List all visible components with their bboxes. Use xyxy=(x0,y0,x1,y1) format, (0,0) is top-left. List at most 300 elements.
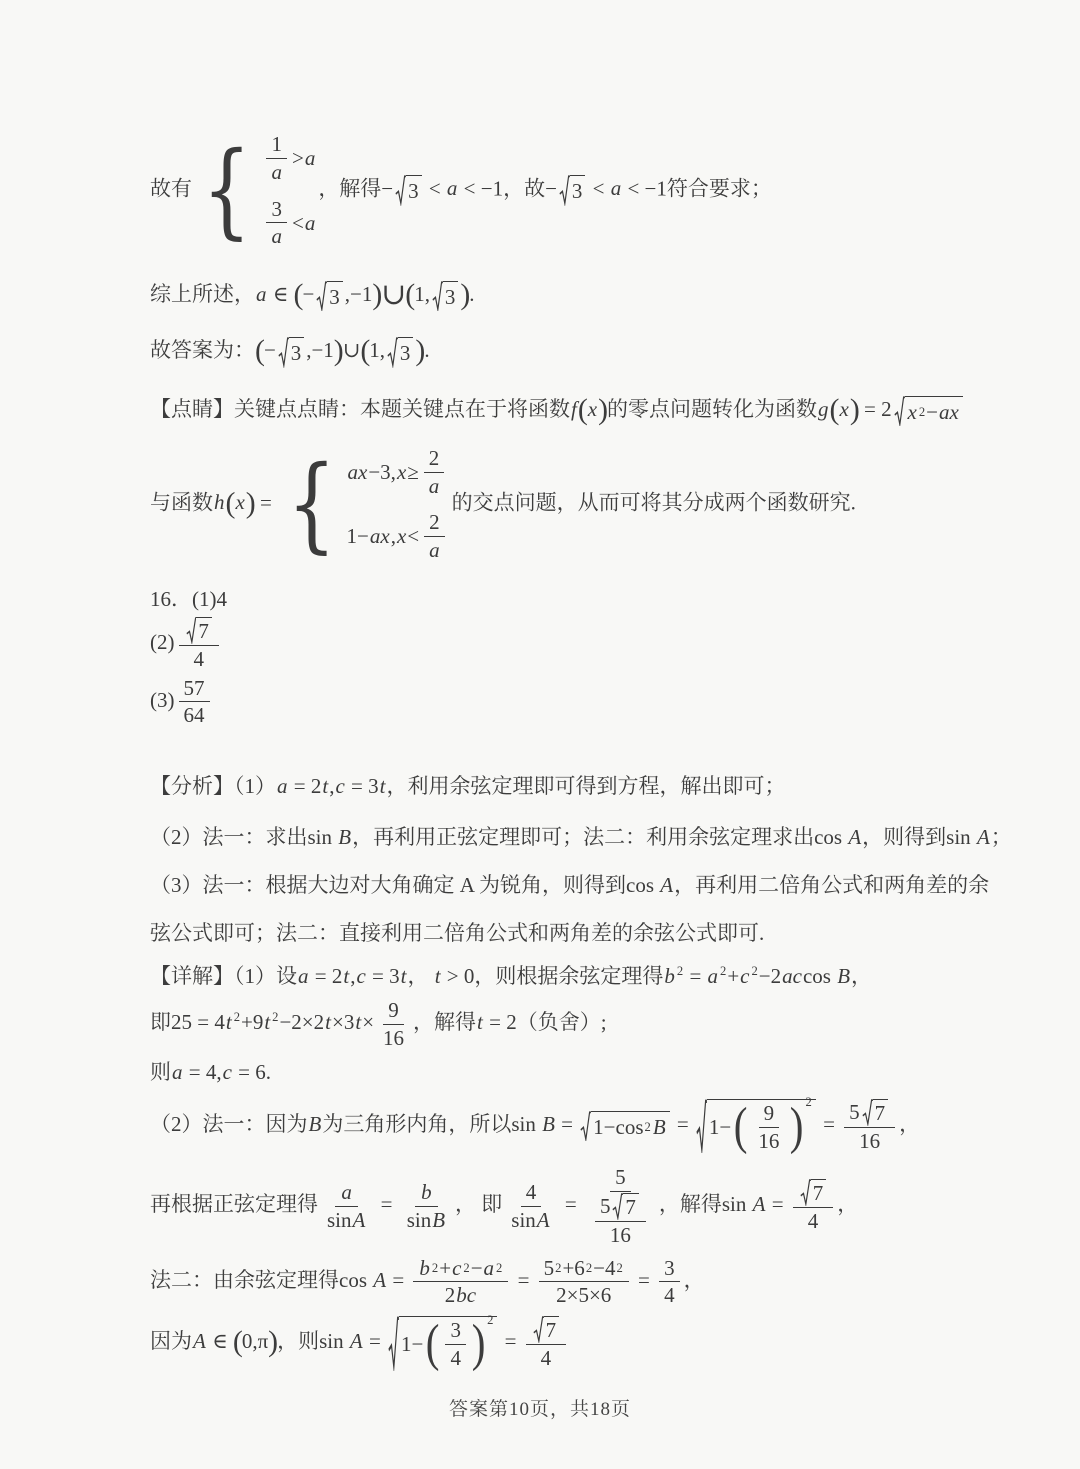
text-run: = xyxy=(684,963,707,988)
fraction xyxy=(322,1180,371,1233)
sin-A-result-line xyxy=(150,1312,980,1373)
text-run: ，再利用正弦定理即可；法二：利用余弦定理求出cos xyxy=(352,824,848,849)
denominator xyxy=(536,1345,557,1371)
text-run: 5 xyxy=(849,1099,860,1124)
text-run: = xyxy=(363,1329,387,1354)
text-run: < xyxy=(407,524,420,549)
text-run: = 3 xyxy=(366,963,400,988)
text-run: （2）法一：因为 xyxy=(150,1111,308,1136)
math-variable: c xyxy=(452,1255,462,1280)
fraction xyxy=(506,1180,555,1233)
math-variable: a xyxy=(428,473,440,498)
superscript: 2 xyxy=(233,1010,240,1025)
square-root xyxy=(580,1111,669,1141)
text-run: 7 xyxy=(545,1318,557,1343)
radical-icon xyxy=(432,281,443,311)
denominator xyxy=(423,537,446,563)
numerator xyxy=(610,1165,631,1192)
text-run: 3 xyxy=(444,285,456,310)
text-run: 因为 xyxy=(150,1329,192,1354)
text-run: × xyxy=(362,1010,375,1035)
text-run: 3 xyxy=(290,341,302,366)
text-run: 1, xyxy=(414,282,430,307)
radical-icon xyxy=(894,396,905,426)
text-run: ， xyxy=(683,1267,705,1292)
numerator xyxy=(793,1179,833,1208)
radicand xyxy=(623,1193,639,1220)
text-run: < xyxy=(587,176,610,201)
math-variable: t xyxy=(264,1010,271,1035)
superscript: 2 xyxy=(272,1010,279,1025)
text-run: = xyxy=(671,1111,694,1136)
text-run: （3）法一：根据大边对大角确定 A 为锐角，则得到cos xyxy=(150,872,660,897)
radical-icon xyxy=(186,617,197,644)
fraction xyxy=(659,1256,680,1309)
cases-group xyxy=(279,446,450,563)
text-run: cos xyxy=(802,963,837,988)
math-variable: t xyxy=(225,1010,232,1035)
analysis-line-3 xyxy=(150,871,990,899)
answer-16-part1 xyxy=(150,585,980,613)
math-variable: ax xyxy=(369,524,390,549)
numerator xyxy=(521,1180,542,1207)
text-run: 2 xyxy=(444,1283,456,1308)
cases-row xyxy=(347,446,450,499)
square-root xyxy=(533,1316,559,1343)
text-run: 3 xyxy=(271,196,282,221)
text-run: − xyxy=(470,1255,483,1280)
text-run: (2) xyxy=(150,630,175,655)
radicand: 1−cos 2 B xyxy=(591,1111,669,1141)
text-run: > 0，则根据余弦定理得 xyxy=(441,963,664,988)
text-run: −3, xyxy=(368,459,396,484)
denominator xyxy=(402,1207,451,1233)
denominator xyxy=(423,473,446,499)
text-run: 4 xyxy=(540,1345,552,1370)
math-variable: bc xyxy=(456,1283,477,1308)
text-run: = 2 xyxy=(288,774,322,799)
square-root xyxy=(559,175,585,205)
numerator xyxy=(659,1256,680,1283)
math-variable: b xyxy=(421,1180,432,1205)
square-root xyxy=(800,1179,826,1206)
text-run: 3 xyxy=(399,341,411,366)
radical-icon xyxy=(612,1193,623,1220)
sine-rule-line xyxy=(150,1165,980,1247)
denominator xyxy=(322,1207,371,1233)
text-run: 9 xyxy=(763,1100,775,1125)
math-variable: b xyxy=(419,1255,430,1280)
text-run: 为三角形内角，所以sin xyxy=(322,1111,542,1136)
fraction xyxy=(445,1318,466,1371)
text-run: 16 xyxy=(859,1128,881,1153)
numerator xyxy=(844,1099,895,1128)
math-variable: ax xyxy=(347,459,368,484)
answer-16-part2 xyxy=(150,617,980,672)
math-variable: t xyxy=(400,963,407,988)
math-variable: x xyxy=(587,396,598,421)
text-run: 综上所述， xyxy=(150,282,255,307)
big-delimiter: ) xyxy=(849,392,859,426)
text-run: 1− xyxy=(400,1332,424,1357)
denominator xyxy=(265,159,288,185)
denominator xyxy=(753,1128,784,1154)
text-run: ，则sin xyxy=(277,1329,349,1354)
text-run: + xyxy=(727,963,740,988)
text-run: 【分析】（1） xyxy=(150,774,276,799)
math-variable: a xyxy=(429,538,440,563)
big-delimiter: ) xyxy=(598,392,608,426)
math-variable: A xyxy=(752,1192,766,1217)
fraction xyxy=(378,998,409,1051)
fraction xyxy=(793,1179,833,1234)
numerator xyxy=(266,197,287,224)
fraction xyxy=(265,132,288,185)
text-run: ，再利用二倍角公式和两角差的余 xyxy=(674,872,990,897)
text-run: 16 xyxy=(609,1222,631,1247)
text-run: , xyxy=(350,963,356,988)
denominator xyxy=(445,1345,466,1371)
text-run: 3 xyxy=(408,179,419,204)
numerator xyxy=(759,1101,780,1128)
text-run: = xyxy=(375,1192,398,1217)
text-run: 故有 xyxy=(150,176,192,201)
big-delimiter: ∪ xyxy=(381,278,406,312)
denominator xyxy=(440,1282,482,1308)
radical-icon xyxy=(387,337,398,367)
text-run: ， 即 xyxy=(455,1192,503,1217)
math-lines-container xyxy=(150,130,1012,1373)
text-run: . xyxy=(469,282,475,307)
text-run: = 3 xyxy=(345,774,379,799)
fraction xyxy=(402,1180,451,1233)
text-run: ； xyxy=(990,824,1012,849)
math-variable: t xyxy=(322,774,329,799)
square-root xyxy=(395,175,421,205)
denominator xyxy=(854,1128,885,1154)
text-run: 即25 = 4 xyxy=(150,1010,225,1035)
detail-line-2 xyxy=(150,998,980,1051)
text-run: 1− xyxy=(346,524,369,549)
text-run: ∈ xyxy=(267,282,294,307)
math-variable: x xyxy=(396,459,407,484)
numerator xyxy=(424,446,445,473)
text-run: −4 xyxy=(593,1255,616,1280)
big-delimiter: ( xyxy=(577,392,587,426)
math-variable: x xyxy=(235,490,245,515)
math-variable: f xyxy=(571,396,577,421)
superscript: 2 xyxy=(720,963,727,978)
math-variable: x xyxy=(907,399,917,424)
square-root xyxy=(862,1099,888,1126)
radical-icon xyxy=(395,175,406,205)
fraction xyxy=(539,1256,629,1309)
text-run: 57 xyxy=(183,675,205,700)
text-run: + xyxy=(439,1255,452,1280)
square-root xyxy=(388,1312,497,1373)
text-run: +9 xyxy=(240,1010,264,1035)
text-run: ∪ xyxy=(342,338,361,363)
math-variable: a xyxy=(483,1255,495,1280)
big-delimiter: ( xyxy=(405,278,415,312)
answer-16-part3 xyxy=(150,676,980,729)
text-run: < xyxy=(423,176,446,201)
detail-line-3 xyxy=(150,1058,980,1086)
math-variable: a xyxy=(341,1180,352,1205)
text-run: 的零点问题转化为函数 xyxy=(607,396,818,421)
text-run: 弦公式即可；法二：直接利用二倍角公式和两角差的余弦公式即可. xyxy=(150,921,765,946)
fraction xyxy=(595,1193,646,1248)
big-delimiter: ) xyxy=(372,278,382,312)
text-run: ， xyxy=(407,963,434,988)
paren-body xyxy=(749,1101,788,1154)
paren-group: ( $\frac{3}{4}$ ) $^2$ xyxy=(426,1312,494,1373)
left-brace-icon: { xyxy=(202,130,252,251)
numerator: 5 2 +6 2 −4 2 xyxy=(539,1256,629,1283)
math-variable: a xyxy=(707,963,719,988)
denominator xyxy=(803,1208,824,1234)
text-run: 0,π xyxy=(241,1329,269,1354)
math-variable: x xyxy=(396,524,407,549)
text-run: ，解得sin xyxy=(658,1192,752,1217)
radicand xyxy=(289,337,305,367)
radical-icon xyxy=(388,1316,399,1371)
key-point-line xyxy=(150,390,980,430)
big-delimiter: ) xyxy=(268,1325,278,1359)
text-run: 1, xyxy=(369,338,386,363)
big-delimiter: ( xyxy=(225,486,235,520)
text-run: ,−1 xyxy=(306,338,334,363)
text-run: −2 xyxy=(758,963,782,988)
text-run: （2）法一：求出sin xyxy=(150,824,338,849)
cases-rows xyxy=(261,132,316,249)
fraction xyxy=(526,1316,566,1371)
fraction xyxy=(423,446,446,499)
text-run: 的交点问题，从而可将其分成两个函数研究. xyxy=(451,490,856,515)
math-variable: t xyxy=(355,1010,362,1035)
text-run: 3 xyxy=(664,1255,675,1280)
math-variable: c xyxy=(740,963,750,988)
text-run: , xyxy=(329,774,335,799)
text-run: ×3 xyxy=(332,1010,355,1035)
square-root xyxy=(696,1095,816,1156)
text-run: 再根据正弦定理得 xyxy=(150,1192,318,1217)
paren-group: ( $\frac{9}{16}$ ) $^2$ xyxy=(733,1095,812,1156)
fraction xyxy=(265,197,288,250)
numerator xyxy=(383,998,404,1025)
radicand xyxy=(398,337,414,367)
text-run: 1− xyxy=(708,1114,732,1139)
denominator xyxy=(506,1207,555,1233)
fraction xyxy=(179,617,219,672)
text-run: ， xyxy=(899,1111,921,1136)
numerator xyxy=(415,1180,438,1207)
radicand xyxy=(196,617,212,644)
square-root xyxy=(432,281,458,311)
text-run: . xyxy=(424,338,430,363)
text-run: ，则得到sin xyxy=(862,824,976,849)
text-run: = 2 xyxy=(309,963,343,988)
math-variable: a xyxy=(271,159,282,184)
text-run: −2×2 xyxy=(279,1010,325,1035)
text-run: − xyxy=(302,282,315,307)
text-run: − xyxy=(263,338,276,363)
denominator xyxy=(659,1282,680,1308)
text-run: > xyxy=(291,146,304,171)
math-variable: c xyxy=(356,963,366,988)
text-run: < −1，故− xyxy=(458,176,557,201)
denominator xyxy=(586,1192,655,1248)
radicand xyxy=(544,1316,560,1343)
big-delimiter: ( xyxy=(255,334,264,368)
text-run: 4 xyxy=(193,646,204,671)
text-run: 3 xyxy=(329,285,340,310)
text-run: ，解得− xyxy=(318,176,394,201)
math-variable: t xyxy=(434,963,441,988)
text-run: = 4, xyxy=(183,1060,222,1085)
text-run: − xyxy=(926,399,938,424)
big-delimiter: ) xyxy=(333,334,343,368)
math-variable: c xyxy=(222,1060,232,1085)
cases-row xyxy=(347,510,450,563)
fraction xyxy=(423,510,446,563)
fraction xyxy=(844,1099,895,1154)
math-variable: x xyxy=(839,396,849,421)
math-variable: B xyxy=(308,1111,322,1136)
text-run: 与函数 xyxy=(150,490,213,515)
square-root xyxy=(387,337,413,367)
text-run: 1−cos xyxy=(593,1114,644,1139)
text-run: (3) xyxy=(150,687,175,712)
text-run: = xyxy=(387,1267,410,1292)
math-variable: h xyxy=(214,490,225,515)
analysis-line-2 xyxy=(150,823,1012,851)
math-variable: a xyxy=(256,282,267,307)
radical-icon xyxy=(533,1316,544,1343)
superscript: 2 xyxy=(751,963,758,978)
conclusion-system-line xyxy=(150,132,980,249)
page-footer: 答案第10页，共18页 xyxy=(448,1399,631,1420)
part2-method1-line xyxy=(150,1095,980,1156)
big-delimiter: ( xyxy=(360,334,370,368)
math-variable: a xyxy=(172,1060,183,1085)
text-run: 5 xyxy=(615,1165,626,1190)
text-run: +6 xyxy=(562,1255,585,1280)
numerator xyxy=(526,1316,566,1345)
math-variable: A xyxy=(349,1329,363,1354)
text-run: 2 xyxy=(428,445,440,470)
radical-icon xyxy=(800,1179,811,1206)
math-variable: a xyxy=(304,146,316,171)
math-variable: a xyxy=(271,224,282,249)
text-run: 7 xyxy=(625,1195,636,1220)
text-run: 2×5×6 xyxy=(556,1283,612,1308)
square-root xyxy=(316,281,342,311)
math-variable: t xyxy=(325,1010,331,1035)
math-variable: ax xyxy=(938,399,959,424)
numerator xyxy=(445,1318,466,1345)
math-variable: A xyxy=(660,872,674,897)
fraction xyxy=(179,676,210,729)
text-run: , xyxy=(390,524,396,549)
text-run: 16 xyxy=(383,1025,405,1050)
cases-rows xyxy=(347,446,450,563)
text-run: = xyxy=(254,490,278,515)
text-run: = xyxy=(817,1111,841,1136)
text-run: 5 xyxy=(543,1255,555,1280)
denominator xyxy=(188,646,209,672)
fraction xyxy=(413,1256,508,1309)
text-run: = 2 xyxy=(858,396,892,421)
text-run: ， xyxy=(851,963,873,988)
summary-line xyxy=(150,275,980,315)
text-run: ，利用余弦定理即可得到方程，解出即可； xyxy=(386,774,786,799)
radical-icon xyxy=(696,1099,707,1154)
part2-method2-line xyxy=(150,1256,980,1309)
math-variable: a xyxy=(610,176,622,201)
radicand xyxy=(570,175,586,205)
text-run: = xyxy=(555,1111,579,1136)
detail-line-1 xyxy=(150,962,980,990)
analysis-line-1 xyxy=(150,772,980,800)
math-variable: A xyxy=(193,1329,206,1354)
math-variable: B xyxy=(542,1111,555,1136)
text-run: 则 xyxy=(150,1060,171,1085)
text-run: = xyxy=(512,1267,535,1292)
math-variable: B xyxy=(338,824,352,849)
denominator xyxy=(265,223,288,249)
radical-icon xyxy=(862,1099,873,1126)
math-variable: g xyxy=(818,396,829,421)
text-run: ，解得 xyxy=(413,1010,477,1035)
math-variable: a xyxy=(298,963,309,988)
numerator xyxy=(179,676,210,703)
radicand xyxy=(443,281,459,311)
math-variable: ac xyxy=(782,963,802,988)
text-run: ， xyxy=(837,1192,859,1217)
text-run: sin xyxy=(511,1208,536,1232)
cases-row xyxy=(261,132,316,185)
radicand: x 2 − ax xyxy=(905,396,963,426)
math-variable: t xyxy=(379,774,386,799)
text-run: 16 xyxy=(758,1128,780,1153)
radicand xyxy=(811,1179,827,1206)
text-run: 7 xyxy=(812,1181,824,1206)
math-variable: A xyxy=(536,1208,550,1232)
text-run: 4 xyxy=(664,1283,675,1308)
denominator xyxy=(378,1025,409,1051)
analysis-line-4 xyxy=(150,919,980,947)
square-root xyxy=(278,337,304,367)
math-variable: A xyxy=(373,1267,387,1292)
text-run: 5 xyxy=(599,1194,611,1219)
text-run: 1 xyxy=(271,132,282,156)
fraction xyxy=(753,1101,784,1154)
radicand xyxy=(327,281,343,311)
cases-group xyxy=(194,132,316,249)
text-run: ∈ xyxy=(206,1329,233,1354)
text-run: < −1符合要求； xyxy=(622,176,772,201)
square-root xyxy=(186,617,212,644)
math-variable: a xyxy=(304,210,316,235)
cases-row xyxy=(261,197,316,250)
text-run: = xyxy=(632,1267,656,1292)
math-variable: a xyxy=(446,176,458,201)
text-run: = xyxy=(499,1329,522,1354)
text-run: 4 xyxy=(807,1209,819,1233)
fraction xyxy=(586,1165,655,1247)
math-variable: A xyxy=(848,824,862,849)
